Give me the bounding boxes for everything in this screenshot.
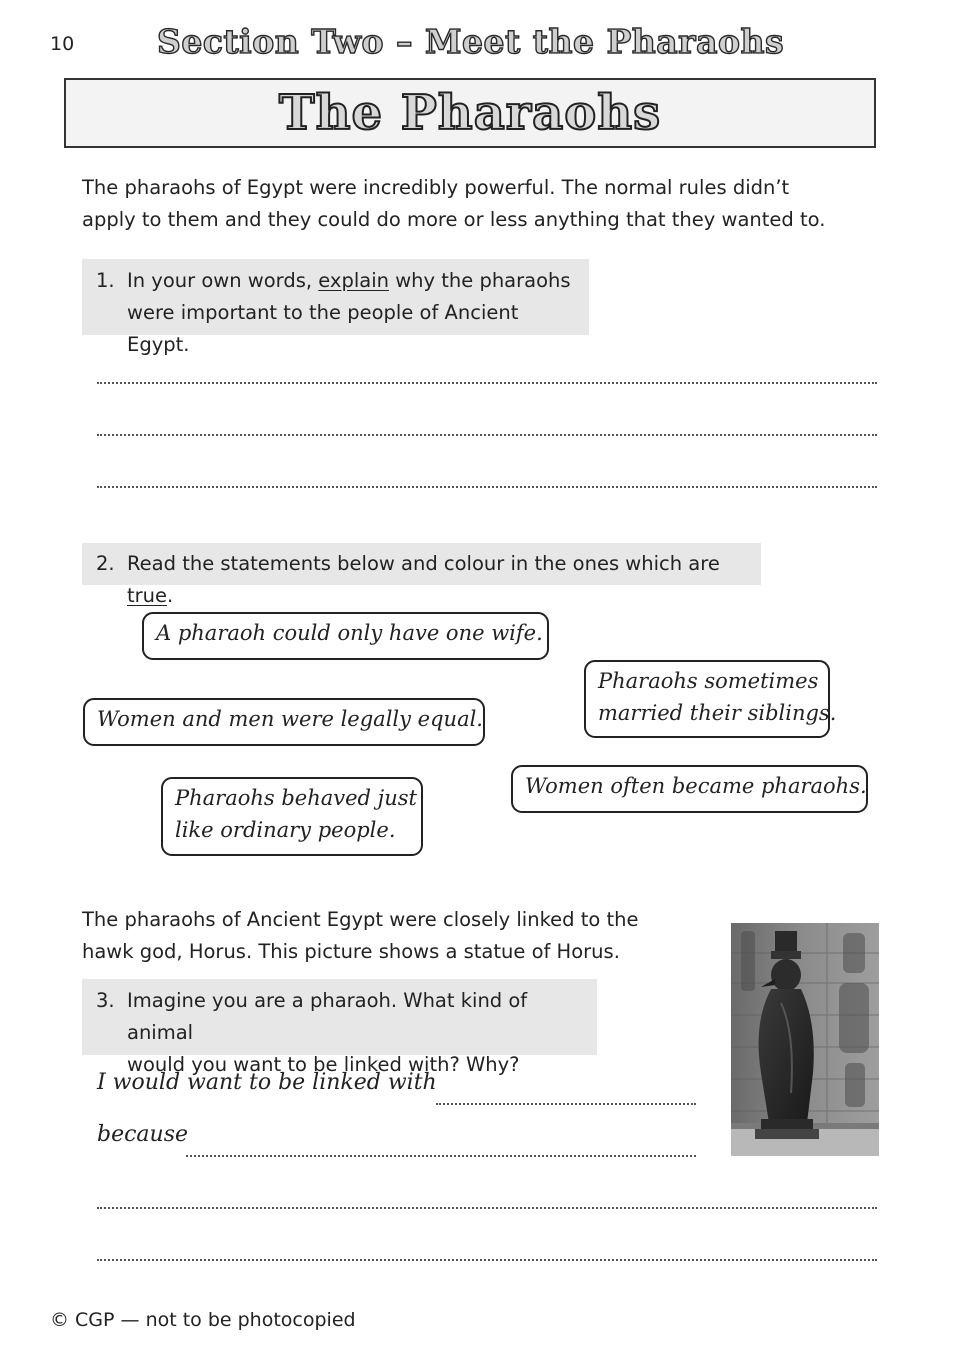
answer-line-3[interactable] — [97, 486, 877, 488]
statement-married-siblings-line-2: married their siblings. — [598, 701, 837, 725]
question-1-text-end: why the pharaohs — [389, 269, 571, 292]
question-2-number: 2. — [96, 552, 115, 575]
prompt-because: because — [97, 1122, 189, 1147]
question-3 — [82, 979, 597, 1076]
statement-women-pharaohs[interactable]: Women often became pharaohs. — [511, 765, 868, 813]
statement-ordinary-people[interactable] — [161, 777, 423, 856]
page-title: The Pharaohs — [278, 85, 662, 141]
statement-one-wife[interactable]: A pharaoh could only have one wife. — [142, 612, 549, 660]
horus-paragraph — [82, 904, 702, 968]
question-1-line-2: were important to the people of Ancient Egypt. — [127, 301, 519, 356]
question-1-text-start: In your own words, — [127, 269, 319, 292]
answer-line-5[interactable] — [97, 1259, 877, 1261]
statement-married-siblings-line-1: Pharaohs sometimes — [598, 669, 819, 693]
prompt-linked-with: I would want to be linked with — [97, 1070, 437, 1095]
question-2-text — [127, 548, 749, 607]
page-number: 10 — [50, 33, 75, 55]
title-banner — [64, 78, 876, 148]
question-3-line-2: would you want to be linked with? Why? — [127, 1053, 520, 1076]
question-2-text-start: Read the statements below and colour in the ones which are — [127, 552, 720, 575]
question-3-line-1: Imagine you are a pharaoh. What kind of animal — [127, 989, 528, 1044]
answer-line-2[interactable] — [97, 434, 877, 436]
copyright-footer: © CGP — not to be photocopied — [50, 1309, 356, 1331]
question-2-keyword: true — [127, 584, 168, 607]
question-3-number: 3. — [96, 989, 115, 1012]
question-1-keyword: explain — [318, 269, 389, 292]
statement-married-siblings[interactable] — [584, 660, 837, 738]
statement-legally-equal[interactable]: Women and men were legally equal. — [83, 698, 485, 746]
answer-animal-line[interactable] — [436, 1103, 696, 1105]
answer-line-1[interactable] — [97, 382, 877, 384]
question-2-text-end: . — [167, 584, 174, 607]
horus-line-2: hawk god, Horus. This picture shows a statue of Horus. — [82, 940, 620, 963]
horus-line-1: The pharaohs of Ancient Egypt were closely linked to the — [82, 908, 639, 931]
question-2 — [82, 543, 761, 607]
question-3-text — [127, 985, 585, 1076]
statement-ordinary-people-line-2: like ordinary people. — [175, 818, 396, 842]
section-heading: Section Two – Meet the Pharaohs — [157, 22, 785, 61]
question-1-number: 1. — [96, 269, 115, 292]
answer-because-line[interactable] — [186, 1155, 696, 1157]
answer-line-4[interactable] — [97, 1207, 877, 1209]
question-1-text — [127, 265, 577, 356]
intro-line-1: The pharaohs of Egypt were incredibly powerful. The normal rules didn’t — [82, 176, 790, 199]
horus-statue-photo — [731, 923, 879, 1156]
intro-line-2: apply to them and they could do more or less anything that they wanted to. — [82, 208, 826, 231]
intro-paragraph — [82, 172, 842, 236]
statement-ordinary-people-line-1: Pharaohs behaved just — [175, 786, 417, 810]
question-1 — [82, 259, 589, 356]
